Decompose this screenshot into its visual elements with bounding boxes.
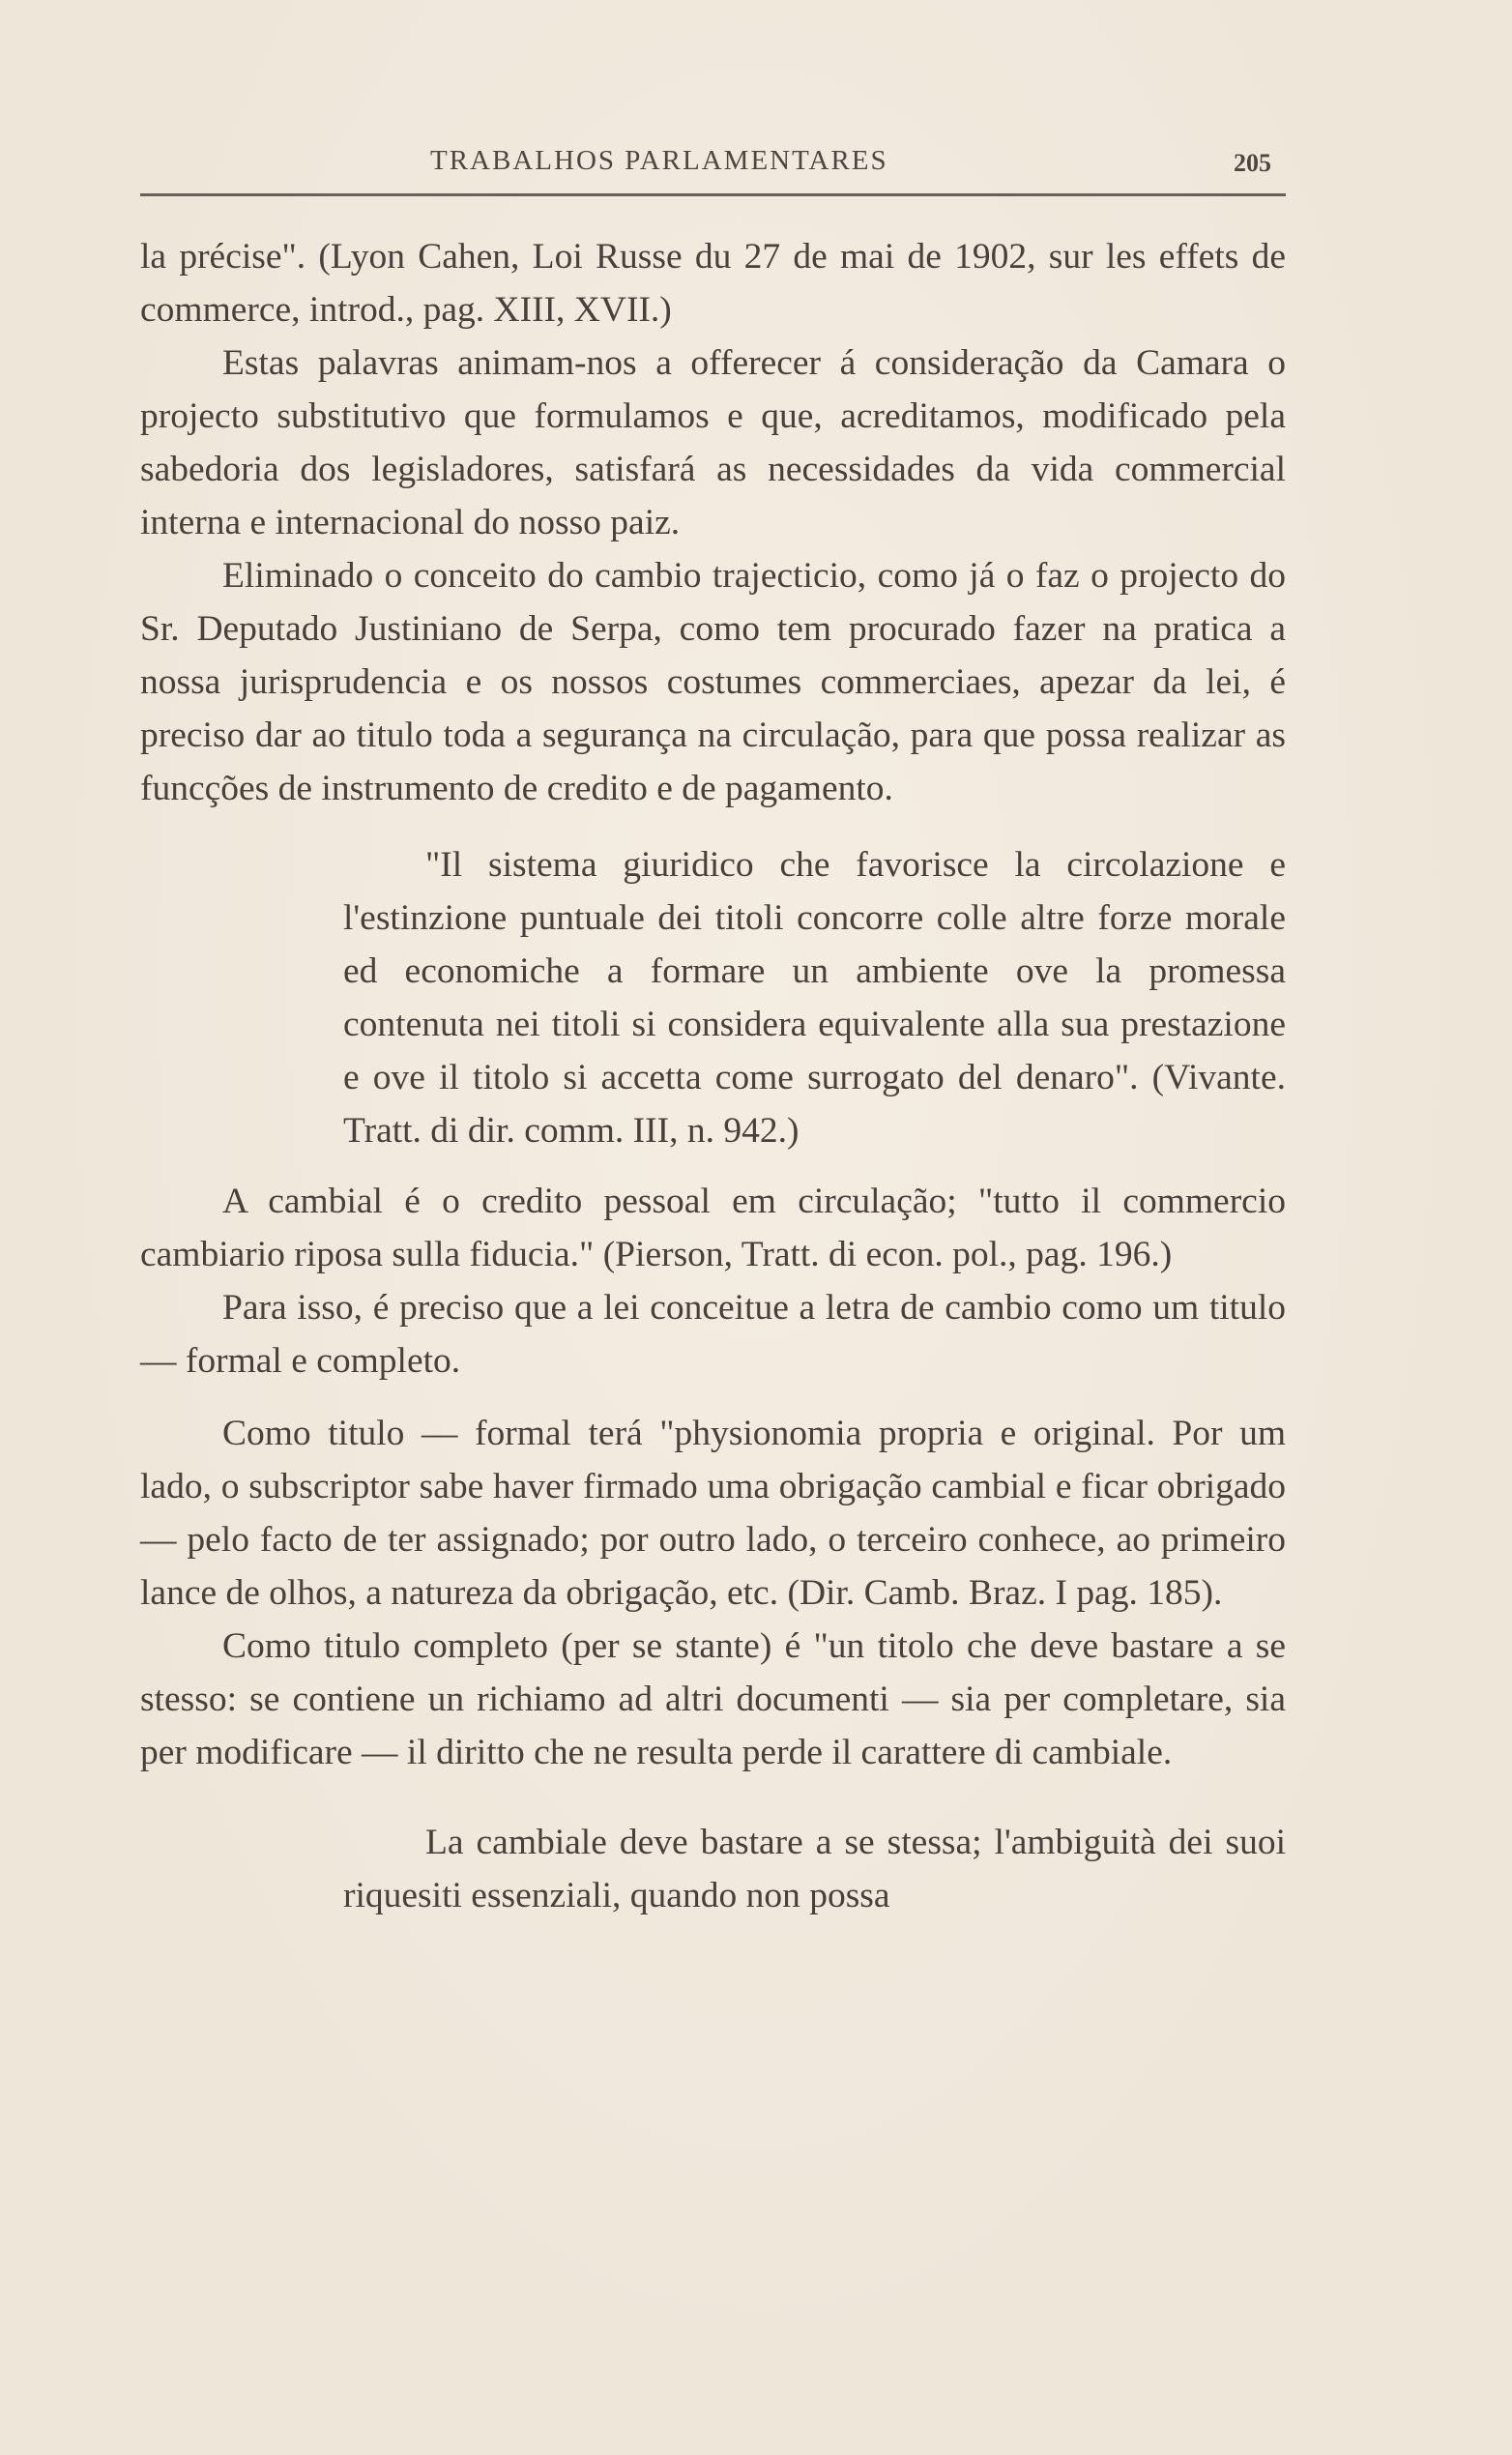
page-number: 205 — [1234, 149, 1271, 177]
paragraph-1: la précise". (Lyon Cahen, Loi Russe du 27 de mai de 1902, sur les effets de commerce, introd., pag. XIII, XVII.) — [140, 237, 1286, 330]
paragraph-3: Eliminado o conceito do cambio trajecticio, como já o faz o projecto do Sr. Deputado Justiniano de Serpa, como tem procurado fazer na pratica a nossa jurisprudencia e os nossos costumes commerciaes, apezar da lei, é preciso dar ao titulo toda a segurança na circulação, para que possa realizar as funcções de instrumento de credito e de pagamento. — [140, 556, 1286, 808]
paragraph-6: Como titulo — formal terá "physionomia propria e original. Por um lado, o subscriptor sabe haver firmado uma obrigação cambial e ficar obrigado — pelo facto de ter assignado; por outro lado, o terceiro conhece, ao primeiro lance de olhos, a natureza da obrigação, etc. (Dir. Camb. Braz. I pag. 185). — [140, 1414, 1286, 1613]
block-quote-vivante: "Il sistema giuridico che favorisce la circolazione e l'estinzione puntuale dei titoli concorre colle altre forze morale ed economiche a formare un ambiente ove la promessa contenuta nei titoli si considera equivalente alla sua prestazione e ove il titolo si accetta come surrogato del denaro". (Vivante. Tratt. di dir. comm. III, n. 942.) — [343, 845, 1286, 1151]
paragraph-2: Estas palavras animam-nos a offerecer á consideração da Camara o projecto substitutivo que formulamos e que, acreditamos, modificado pela sabedoria dos legisladores, satisfará as necessidades da vida commercial interna e internacional do nosso paiz. — [140, 343, 1286, 542]
running-title: TRABALHOS PARLAMENTARES — [430, 145, 888, 176]
running-header — [140, 135, 1286, 196]
paragraph-4: A cambial é o credito pessoal em circulação; "tutto il commercio cambiario riposa sulla fiducia." (Pierson, Tratt. di econ. pol., pag. 196.) — [140, 1182, 1286, 1274]
body-text — [140, 230, 1286, 1922]
block-quote-cambiale: La cambiale deve bastare a se stessa; l'ambiguità dei suoi riquesiti essenziali, quando non possa — [343, 1823, 1286, 1915]
paragraph-5: Para isso, é preciso que a lei conceitue a letra de cambio como um titulo — formal e completo. — [140, 1288, 1286, 1381]
paragraph-7: Como titulo completo (per se stante) é "un titolo che deve bastare a se stesso: se contiene un richiamo ad altri documenti — sia per completare, sia per modificare — il diritto che ne resulta perde il carattere di cambiale. — [140, 1626, 1286, 1772]
